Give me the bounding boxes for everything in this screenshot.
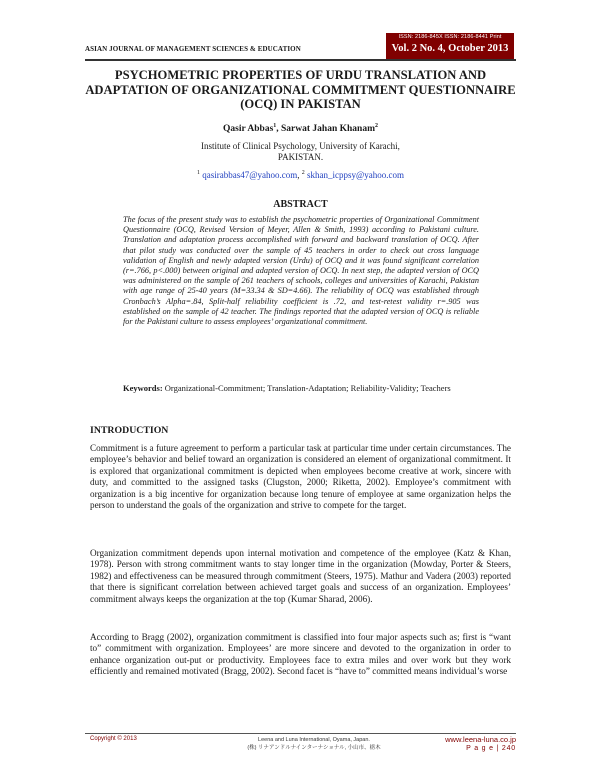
abstract-heading: ABSTRACT	[273, 199, 328, 210]
body-paragraph: According to Bragg (2002), organization commitment is classified into four major aspects such as; first is “want to” commitment with organization. Employees’ are more sincere and devoted to the organization in order to enhance organization out-put or productivity. Employees face to extra miles and over work but they work efficiently and remained motivated (Bragg, 2002). Second facet is “have to” committed means individual’s worse	[90, 632, 511, 677]
keywords-label: Keywords:	[123, 383, 163, 393]
email-separator: ,	[297, 170, 302, 180]
website-link[interactable]: www.leena-luna.co.jp	[445, 735, 516, 744]
email-superscript: 1	[196, 170, 200, 176]
page-number: P a g e | 240	[466, 745, 516, 752]
affiliation-line: Institute of Clinical Psychology, University of Karachi,	[201, 141, 400, 151]
keywords-text: Organizational-Commitment; Translation-Adaptation; Reliability-Validity; Teachers	[164, 383, 451, 393]
author-separator: ,	[276, 124, 282, 135]
email-line	[85, 170, 516, 180]
email-superscript: 2	[301, 170, 305, 176]
email-link[interactable]: qasirabbas47@yahoo.com	[202, 170, 298, 180]
author-superscript: 1	[273, 123, 277, 129]
author-line	[85, 123, 516, 134]
copyright: Copyright © 2013	[90, 736, 137, 742]
body-paragraph: Commitment is a future agreement to perform a particular task at particular time under certain circumstances. The employee’s behavior and belief toward an organization is considered an element of organizational commitment. It is explored that organizational commitment is depicted when employees become creative at work, sincere with duty, and committed to the assigned tasks (Clugston, 2000; Riketta, 2002). Employee’s commitment with organization is a big incentive for organization because long tenure of employee at same organization helps the person to understand the goals of the organization and strive to compete for the target.	[90, 443, 511, 511]
volume-text: Vol. 2 No. 4, October 2013	[391, 43, 509, 54]
header-divider	[85, 59, 516, 61]
publisher-line: Leena and Luna International, Oyama, Japan.	[258, 737, 370, 743]
affiliation	[85, 141, 516, 163]
publisher-line: (株) リナアンドルナインターナショナル, 小山市、栃木	[247, 745, 381, 751]
author-superscript: 2	[374, 123, 378, 129]
publisher	[239, 736, 389, 752]
journal-name: ASIAN JOURNAL OF MANAGEMENT SCIENCES & EDUCATION	[85, 45, 301, 53]
affiliation-line: PAKISTAN.	[277, 152, 324, 162]
body-paragraph: Organization commitment depends upon internal motivation and competence of the employee (Katz & Khan, 1978). Person with strong commitment wants to stay longer time in the organization (Mowday, Porter & Steers, 1982) and effectiveness can be measured through commitment (Steers, 1975). Mathur and Vadera (2003) reported that there is significant correlation between achieved target goals and success of an organization. Employees’ commitment always keeps the organization at the top (Kumar Sharad, 2006).	[90, 548, 511, 604]
keywords	[123, 383, 479, 394]
section-heading: INTRODUCTION	[90, 425, 169, 436]
issn-text: ISSN: 2186-845X ISSN: 2186-8441 Print	[398, 34, 502, 40]
footer-divider	[85, 733, 516, 734]
author-name: Qasir Abbas	[223, 124, 274, 135]
issn-banner	[386, 33, 514, 59]
email-link[interactable]: skhan_icppsy@yahoo.com	[306, 170, 405, 180]
article-title: PSYCHOMETRIC PROPERTIES OF URDU TRANSLATION AND ADAPTATION OF ORGANIZATIONAL COMMITMENT QUESTIONNAIRE (OCQ) IN PAKISTAN	[85, 68, 516, 111]
abstract-text: The focus of the present study was to establish the psychometric properties of Organizational Commitment Questionnaire (OCQ, Revised Version of Meyer, Allen & Smith, 1993) according to Pakistani culture. Translation and adaptation process accomplished with forward and backward translation of OCQ. After that pilot study was conducted over the sample of 45 teachers in order to check out cross language validation of English and newly adapted version (Urdu) of OCQ and it was found significant correlation (r=.766, p<.000) between original and adapted version of OCQ. In next step, the adapted version of OCQ was administered on the sample of 261 teachers of schools, colleges and universities of Karachi, Pakistan with age range of 25-40 years (M=33.34 & SD=4.66). The reliability of OCQ was established through Cronbach’s Alpha=.84, Split-half reliability coefficient is .72, and test-retest validity r=.905 was established on the sample of 42 teacher. The findings reported that the adapted version of OCQ is reliable for the Pakistani culture to assess employees’ organizational commitment.	[123, 215, 479, 327]
author-name: Sarwat Jahan Khanam	[281, 124, 375, 135]
